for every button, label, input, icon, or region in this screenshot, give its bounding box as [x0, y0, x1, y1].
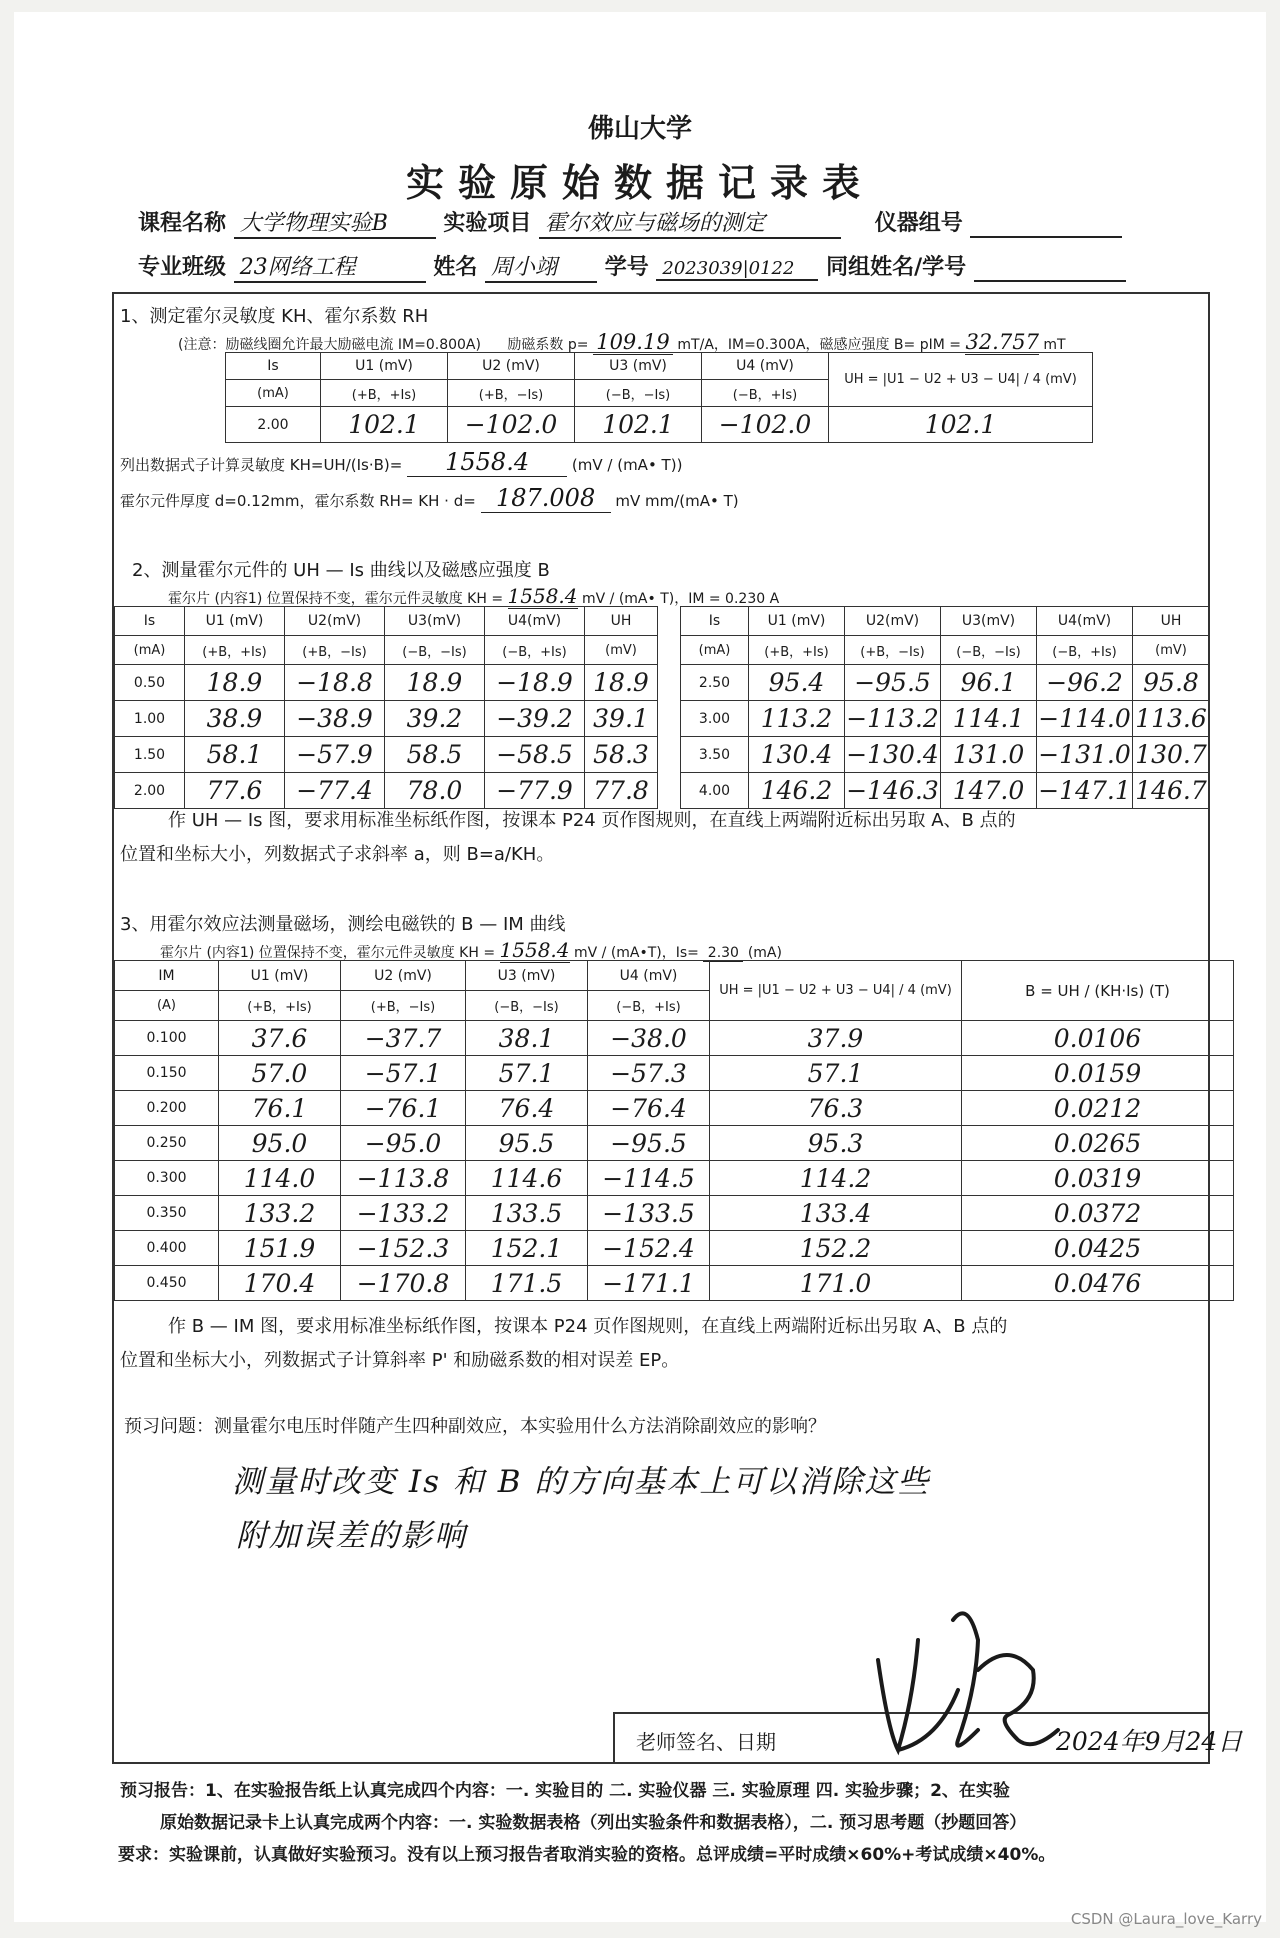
sec2-instr-2: 位置和坐标大小，列数据式子求斜率 a，则 B=a/KH。 [120, 844, 555, 865]
sec2l-h: UH [585, 607, 658, 636]
sec2-cell: 114.1 [941, 701, 1037, 737]
course-label: 课程名称 [138, 211, 227, 236]
sec3-cell: −37.7 [341, 1021, 466, 1056]
sec2l-s: (−B，+Is) [485, 636, 585, 665]
sec3-cell: 133.2 [219, 1196, 341, 1231]
sec3-instr-1: 作 B — IM 图，要求用标准坐标纸作图，按课本 P24 页作图规则，在直线上两端附近标出另取 A、B 点的 [168, 1316, 1008, 1337]
sec3-cell: 57.0 [219, 1056, 341, 1091]
sec3-sub-c: (mA) [747, 945, 782, 961]
class-label: 专业班级 [138, 255, 227, 280]
sec2-cell: −146.3 [845, 773, 941, 809]
sec1-title: 1、测定霍尔灵敏度 KH、霍尔系数 RH [120, 306, 429, 327]
table-row [115, 665, 658, 701]
sec2r-s: (−B，−Is) [941, 636, 1037, 665]
sec1-header-row [226, 353, 1093, 380]
sec2-kh-value: 1558.4 [507, 584, 578, 608]
sec2l-header-row [115, 607, 658, 636]
sec2-cell: 3.50 [681, 737, 749, 773]
sec2-cell: 58.3 [585, 737, 658, 773]
sec1-data-row [226, 407, 1093, 443]
table-row [681, 773, 1210, 809]
sec3-s: (−B，−Is) [466, 991, 588, 1021]
sec3-cell: 133.4 [710, 1196, 962, 1231]
sec2-cell: −58.5 [485, 737, 585, 773]
sec3-cell: 170.4 [219, 1266, 341, 1301]
sec2-cell: 39.1 [585, 701, 658, 737]
sec2-table-right [680, 606, 1210, 809]
sec3-cell: 0.0265 [962, 1126, 1234, 1161]
sec2-table-left [114, 606, 658, 809]
sec2r-s: (mV) [1133, 636, 1210, 665]
sec2l-s: (−B，−Is) [385, 636, 485, 665]
sec1-rh-line [120, 484, 739, 513]
sec2-cell: 130.4 [749, 737, 845, 773]
sec3-cell: 0.0425 [962, 1231, 1234, 1266]
sec2-cell: 18.9 [585, 665, 658, 701]
sec2r-h: U1 (mV) [749, 607, 845, 636]
sec1-cell: 2.00 [226, 407, 321, 443]
sec2-cell: −38.9 [285, 701, 385, 737]
sign-date: 2024年9月24日 [1056, 1727, 1243, 1756]
sec3-cell: 0.0159 [962, 1056, 1234, 1091]
sec3-h-uh: UH = |U1 − U2 + U3 − U4| / 4 (mV) [710, 961, 962, 1021]
sec3-cell: 0.0212 [962, 1091, 1234, 1126]
sec3-h-b: B = UH / (KH·Is) (T) [962, 961, 1234, 1021]
sec2r-s: (+B，−Is) [845, 636, 941, 665]
sec2-cell: 96.1 [941, 665, 1037, 701]
sec2-instr-1: 作 UH — Is 图，要求用标准坐标纸作图，按课本 P24 页作图规则，在直线上两端附近标出另取 A、B 点的 [168, 810, 1016, 831]
sec2-cell: 18.9 [385, 665, 485, 701]
sec2-cell: 77.8 [585, 773, 658, 809]
group-value [970, 211, 1122, 238]
sec3-cell: 0.0372 [962, 1196, 1234, 1231]
partner-label: 同组姓名/学号 [826, 255, 967, 280]
class-row [138, 250, 1126, 283]
sec3-cell: −95.0 [341, 1126, 466, 1161]
sec1-h-u2: U2 (mV) [448, 353, 575, 380]
preview-answer-line-2: 附加误差的影响 [236, 1518, 467, 1554]
sec3-cell: 57.1 [710, 1056, 962, 1091]
sec3-cell: −114.5 [588, 1161, 710, 1196]
sec3-instr-2: 位置和坐标大小，列数据式子计算斜率 P' 和励磁系数的相对误差 EP。 [120, 1350, 680, 1371]
sec2r-subheader-row [681, 636, 1210, 665]
sec3-cell: 76.3 [710, 1091, 962, 1126]
sec1-kh-unit: (mV / (mA• T)) [571, 456, 683, 474]
sec2-cell: 146.7 [1133, 773, 1210, 809]
sec3-cell: −113.8 [341, 1161, 466, 1196]
footer-line-2: 原始数据记录卡上认真完成两个内容：一. 实验数据表格（列出实验条件和数据表格），二. 预习思考题（抄题回答） [160, 1813, 1027, 1833]
sec3-h: IM [115, 961, 219, 991]
id-value: 2023039|0122 [656, 258, 818, 281]
sec1-h-uh: UH = |U1 − U2 + U3 − U4| / 4 (mV) [829, 353, 1093, 407]
table-row [681, 737, 1210, 773]
sec1-h-is: Is [226, 353, 321, 380]
project-label: 实验项目 [443, 211, 532, 236]
sec2-cell: 39.2 [385, 701, 485, 737]
sec1-s-0: (mA) [226, 380, 321, 407]
sec2-cell: −18.9 [485, 665, 585, 701]
sec2-cell: 2.00 [115, 773, 185, 809]
sec2l-s: (mV) [585, 636, 658, 665]
sec2-cell: 95.8 [1133, 665, 1210, 701]
sec1-h-u3: U3 (mV) [575, 353, 702, 380]
sec3-s: (A) [115, 991, 219, 1021]
sec3-cell: 114.0 [219, 1161, 341, 1196]
sec1-kh-line [120, 448, 682, 477]
sec3-kh-value: 1558.4 [499, 938, 570, 962]
sec3-sub-a: 霍尔片 (内容1) 位置保持不变，霍尔元件灵敏度 KH = [160, 945, 496, 961]
sec2-cell: 147.0 [941, 773, 1037, 809]
watermark: CSDN @Laura_love_Karry [1070, 1910, 1262, 1928]
signature-stroke [878, 1613, 1058, 1750]
sec3-cell: 171.5 [466, 1266, 588, 1301]
teacher-sign-label: 老师签名、日期 [636, 1730, 776, 1754]
sec3-cell: 0.350 [115, 1196, 219, 1231]
name-value: 周小翊 [485, 250, 597, 283]
sec1-kh-value: 1558.4 [407, 448, 567, 477]
sec3-cell: −152.4 [588, 1231, 710, 1266]
sec3-cell: −152.3 [341, 1231, 466, 1266]
sec2-cell: 146.2 [749, 773, 845, 809]
sec3-cell: −133.2 [341, 1196, 466, 1231]
sec2-title: 2、测量霍尔元件的 UH — Is 曲线以及磁感应强度 B [132, 560, 550, 581]
sec1-b-unit: mT [1043, 337, 1066, 353]
table-row [115, 1161, 1234, 1196]
sec3-cell: 37.6 [219, 1021, 341, 1056]
sec2l-h: U3(mV) [385, 607, 485, 636]
sec3-cell: 133.5 [466, 1196, 588, 1231]
sec1-kh-label: 列出数据式子计算灵敏度 KH=UH/(Is·B)= [120, 456, 403, 474]
group-label: 仪器组号 [874, 211, 963, 236]
sec1-s-4: (−B，+Is) [702, 380, 829, 407]
sec2-cell: 18.9 [185, 665, 285, 701]
sec2-cell: 1.50 [115, 737, 185, 773]
sec2-cell: −96.2 [1037, 665, 1133, 701]
sec2r-h: Is [681, 607, 749, 636]
table-row [115, 1126, 1234, 1161]
sec2l-s: (+B，+Is) [185, 636, 285, 665]
sec2-cell: −95.5 [845, 665, 941, 701]
id-label: 学号 [604, 255, 649, 280]
sec1-cell: 102.1 [575, 407, 702, 443]
sec2-cell: −114.0 [1037, 701, 1133, 737]
sec2-cell: 1.00 [115, 701, 185, 737]
table-row [115, 1196, 1234, 1231]
sec2-cell: 78.0 [385, 773, 485, 809]
sec3-s: (+B，−Is) [341, 991, 466, 1021]
sec2r-h: U4(mV) [1037, 607, 1133, 636]
sec3-cell: 95.0 [219, 1126, 341, 1161]
sec3-s: (−B，+Is) [588, 991, 710, 1021]
sec3-cell: −57.3 [588, 1056, 710, 1091]
sec3-cell: 37.9 [710, 1021, 962, 1056]
table-row [681, 665, 1210, 701]
sec2-cell: −130.4 [845, 737, 941, 773]
sec3-header-row [115, 961, 1234, 991]
sec3-cell: 114.2 [710, 1161, 962, 1196]
course-row [138, 206, 1122, 239]
sec3-cell: 0.450 [115, 1266, 219, 1301]
sec1-rh-unit: mV mm/(mA• T) [615, 492, 739, 510]
sec2-cell: 113.6 [1133, 701, 1210, 737]
sec1-h-u1: U1 (mV) [321, 353, 448, 380]
sec2-cell: 113.2 [749, 701, 845, 737]
sec3-cell: −38.0 [588, 1021, 710, 1056]
preview-answer-line-1: 测量时改变 Is 和 B 的方向基本上可以消除这些 [232, 1464, 931, 1500]
form-title: 实验原始数据记录表 [405, 161, 874, 205]
partner-value [974, 255, 1126, 282]
sec2-cell: 58.1 [185, 737, 285, 773]
table-row [115, 773, 658, 809]
sec1-s-3: (−B，−Is) [575, 380, 702, 407]
sec3-cell: 95.5 [466, 1126, 588, 1161]
sec3-cell: 151.9 [219, 1231, 341, 1266]
sec3-cell: −76.4 [588, 1091, 710, 1126]
sec3-cell: −170.8 [341, 1266, 466, 1301]
sec1-cell: −102.0 [702, 407, 829, 443]
sec2-cell: 4.00 [681, 773, 749, 809]
sec3-cell: 95.3 [710, 1126, 962, 1161]
class-value: 23网络工程 [234, 250, 426, 283]
sec3-cell: 152.1 [466, 1231, 588, 1266]
sec2-sub-a: 霍尔片 (内容1) 位置保持不变，霍尔元件灵敏度 KH = [168, 591, 504, 607]
sec2l-s: (+B，−Is) [285, 636, 385, 665]
sec3-h: U4 (mV) [588, 961, 710, 991]
course-value: 大学物理实验B [234, 206, 436, 239]
sec2l-h: U1 (mV) [185, 607, 285, 636]
sec2-cell: 77.6 [185, 773, 285, 809]
sec2-cell: −39.2 [485, 701, 585, 737]
sec2-cell: 3.00 [681, 701, 749, 737]
table-row [115, 1231, 1234, 1266]
table-row [115, 1056, 1234, 1091]
sec2r-h: UH [1133, 607, 1210, 636]
sec2-cell: 95.4 [749, 665, 845, 701]
sec3-cell: 0.150 [115, 1056, 219, 1091]
name-label: 姓名 [433, 255, 478, 280]
sec1-table [225, 352, 1093, 443]
sec1-h-u4: U4 (mV) [702, 353, 829, 380]
sec3-cell: 0.200 [115, 1091, 219, 1126]
sec2l-subheader-row [115, 636, 658, 665]
sec3-s: (+B，+Is) [219, 991, 341, 1021]
sec2l-s: (mA) [115, 636, 185, 665]
table-row [115, 1091, 1234, 1126]
sec1-cell: 102.1 [829, 407, 1093, 443]
sec3-cell: 114.6 [466, 1161, 588, 1196]
sec3-cell: −76.1 [341, 1091, 466, 1126]
sec3-cell: 0.0319 [962, 1161, 1234, 1196]
sec1-coef-value: 109.19 [593, 330, 673, 355]
sec2r-h: U2(mV) [845, 607, 941, 636]
sec3-h: U2 (mV) [341, 961, 466, 991]
sec2-cell: 38.9 [185, 701, 285, 737]
sec1-rh-value: 187.008 [481, 484, 611, 513]
sec3-table [114, 960, 1234, 1301]
sec2r-h: U3(mV) [941, 607, 1037, 636]
sec2-cell: 0.50 [115, 665, 185, 701]
sec1-rh-label: 霍尔元件厚度 d=0.12mm，霍尔系数 RH= KH · d= [120, 492, 476, 510]
table-row [681, 701, 1210, 737]
sec3-cell: 0.0106 [962, 1021, 1234, 1056]
project-value: 霍尔效应与磁场的测定 [539, 206, 841, 239]
sec1-cell: 102.1 [321, 407, 448, 443]
sec3-cell: 0.0476 [962, 1266, 1234, 1301]
sec2-cell: 58.5 [385, 737, 485, 773]
sec2r-s: (−B，+Is) [1037, 636, 1133, 665]
sec2l-h: U2(mV) [285, 607, 385, 636]
sec3-cell: 0.300 [115, 1161, 219, 1196]
sec3-cell: −57.1 [341, 1056, 466, 1091]
sec1-coef-label: 励磁系数 p= [507, 337, 589, 353]
sec2r-header-row [681, 607, 1210, 636]
sec3-cell: −171.1 [588, 1266, 710, 1301]
sec1-cell: −102.0 [448, 407, 575, 443]
sec3-cell: −95.5 [588, 1126, 710, 1161]
sec2-cell: −131.0 [1037, 737, 1133, 773]
sec1-b-value: 32.757 [965, 330, 1039, 354]
sec2r-s: (mA) [681, 636, 749, 665]
sec2-cell: −77.9 [485, 773, 585, 809]
sec3-title: 3、用霍尔效应法测量磁场，测绘电磁铁的 B — IM 曲线 [120, 914, 566, 935]
sec3-cell: 152.2 [710, 1231, 962, 1266]
preview-question: 预习问题：测量霍尔电压时伴随产生四种副效应，本实验用什么方法消除副效应的影响？ [124, 1416, 826, 1437]
teacher-signature [858, 1580, 1078, 1770]
sec2-cell: 2.50 [681, 665, 749, 701]
sec3-cell: 0.100 [115, 1021, 219, 1056]
sec1-note: (注意：励磁线圈允许最大励磁电流 IM=0.800A) [178, 337, 481, 353]
sec2-cell: −147.1 [1037, 773, 1133, 809]
sec2-cell: −77.4 [285, 773, 385, 809]
table-row [115, 701, 658, 737]
sec3-cell: 171.0 [710, 1266, 962, 1301]
sec1-s-2: (+B，−Is) [448, 380, 575, 407]
sec2-cell: −113.2 [845, 701, 941, 737]
sec3-sub-b: mV / (mA•T)，Is= [573, 945, 699, 961]
sec3-cell: 57.1 [466, 1056, 588, 1091]
sec2l-h: Is [115, 607, 185, 636]
sec3-cell: 76.1 [219, 1091, 341, 1126]
sec2l-h: U4(mV) [485, 607, 585, 636]
table-row [115, 737, 658, 773]
sec3-cell: −133.5 [588, 1196, 710, 1231]
sec3-cell: 0.250 [115, 1126, 219, 1161]
sec3-cell: 38.1 [466, 1021, 588, 1056]
sec2r-s: (+B，+Is) [749, 636, 845, 665]
table-row [115, 1266, 1234, 1301]
university-name: 佛山大学 [587, 114, 692, 144]
sec2-cell: 130.7 [1133, 737, 1210, 773]
sec3-cell: 0.400 [115, 1231, 219, 1266]
sec1-s-1: (+B，+Is) [321, 380, 448, 407]
sec3-h: U3 (mV) [466, 961, 588, 991]
footer-line-3: 要求：实验课前，认真做好实验预习。没有以上预习报告者取消实验的资格。总评成绩=平时成绩×60%+考试成绩×40%。 [118, 1845, 1056, 1865]
sec3-h: U1 (mV) [219, 961, 341, 991]
sec2-cell: −57.9 [285, 737, 385, 773]
table-row [115, 1021, 1234, 1056]
sec1-coef-unit: mT/A，IM=0.300A，磁感应强度 B= pIM = [677, 337, 961, 353]
sec3-is-value: 2.30 [703, 945, 743, 962]
sec2-sub-b: mV / (mA• T)，IM = 0.230 A [581, 591, 780, 607]
sec2-cell: 131.0 [941, 737, 1037, 773]
sec3-cell: 76.4 [466, 1091, 588, 1126]
footer-line-1: 预习报告：1、在实验报告纸上认真完成四个内容：一. 实验目的 二. 实验仪器 三. 实验原理 四. 实验步骤；2、在实验 [120, 1781, 1010, 1801]
sec2-cell: −18.8 [285, 665, 385, 701]
